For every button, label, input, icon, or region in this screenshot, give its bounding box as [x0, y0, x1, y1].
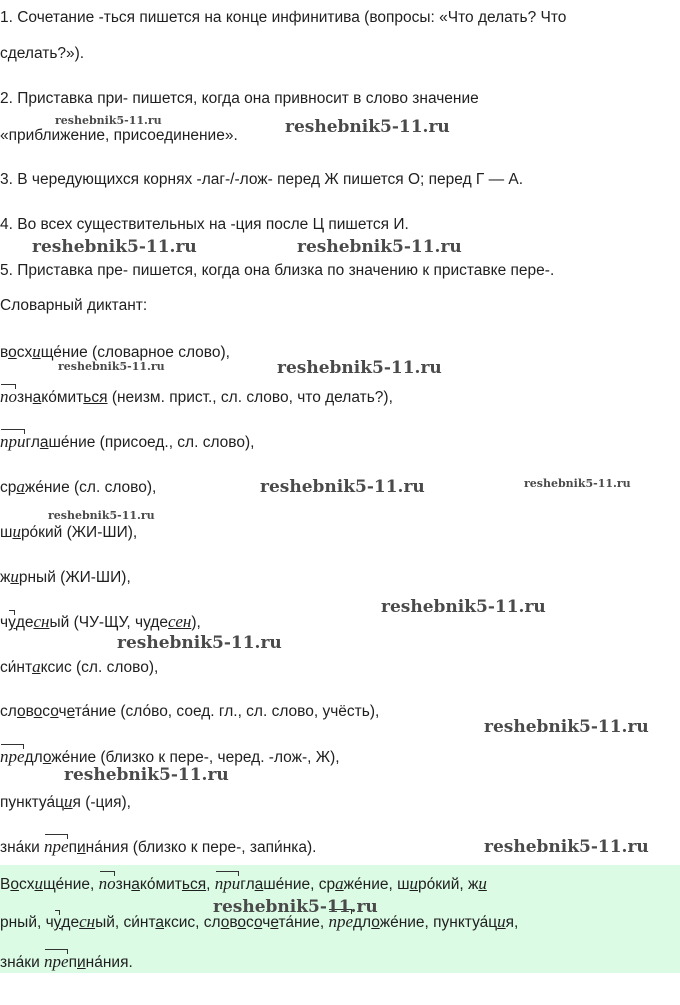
text-segment: ще́ние (словарное слово), — [40, 344, 230, 361]
spelling-mark: е — [270, 914, 279, 931]
text-segment: дл — [24, 749, 43, 766]
watermark: reshebnik5-11.ru — [58, 360, 165, 373]
rule-5: 5. Приставка пре- пишется, когда она близка по значению к приставке пере-. — [0, 262, 555, 279]
text-segment: та́ние (сло́во, соед. гл., сл. слово, учёсть), — [74, 703, 380, 720]
watermark: reshebnik5-11.ru — [381, 597, 546, 617]
watermark: reshebnik5-11.ru — [64, 765, 229, 785]
watermark: reshebnik5-11.ru — [285, 117, 450, 137]
text-segment: (неизм. прист., сл. слово, что делать?), — [107, 389, 393, 406]
text-segment: с — [42, 703, 51, 720]
rule-2-line-2: «приближение, присоединение». — [0, 127, 238, 144]
rule-4: 4. Во всех существительных на -ция после Ц пишется И. — [0, 216, 409, 233]
prefix-segment: у — [8, 614, 16, 631]
text-segment: сх — [18, 876, 35, 893]
dictation-heading: Словарный диктант: — [0, 297, 148, 314]
rule-2-line-1: 2. Приставка при- пишется, когда она привносит в слово значение — [0, 90, 479, 107]
spelling-mark: о — [8, 344, 17, 361]
text-segment: же́ние, ш — [343, 876, 410, 893]
watermark: reshebnik5-11.ru — [117, 633, 282, 653]
spelling-mark: а — [39, 434, 49, 451]
text-segment: ще́ние, — [42, 876, 99, 893]
text-segment: ш — [0, 524, 13, 541]
spelling-mark: и — [77, 954, 86, 971]
prefix-segment: пре — [44, 952, 69, 971]
text-segment: де — [15, 614, 34, 631]
spelling-mark: сен — [168, 612, 192, 631]
answer-line — [0, 952, 133, 973]
text-segment: зна́ки — [0, 954, 45, 971]
text-segment: рный, ч — [0, 914, 54, 931]
watermark: reshebnik5-11.ru — [484, 717, 649, 737]
watermark: reshebnik5-11.ru — [48, 509, 155, 522]
text-segment: ксис (сл. слово), — [40, 659, 159, 676]
spelling-mark: и — [10, 567, 19, 586]
spelling-mark: сн — [33, 612, 50, 631]
watermark: reshebnik5-11.ru — [260, 477, 425, 497]
spelling-mark: а — [155, 914, 165, 931]
spelling-mark: а — [32, 657, 41, 676]
dictation-line — [0, 387, 393, 408]
text-segment: ше́ние (присоед., сл. слово), — [48, 434, 255, 451]
text-segment: ро́кий (ЖИ-ШИ), — [20, 524, 138, 541]
text-segment: гл — [240, 876, 255, 893]
text-segment: же́ние, пунктуа́ц — [379, 914, 498, 931]
text-segment: же́ние (близко к пере-, черед. -лож-, Ж), — [51, 749, 340, 766]
text-segment: на́ния. — [85, 954, 133, 971]
spelling-mark: а — [335, 874, 344, 893]
text-segment: ж — [0, 569, 11, 586]
text-segment: ), — [191, 614, 201, 631]
spelling-mark: о — [220, 914, 230, 931]
text-segment: пунктуа́ц — [0, 794, 65, 811]
prefix-segment: пре — [0, 747, 25, 766]
text-segment: ый, си́нт — [95, 914, 156, 931]
text-segment: п — [68, 954, 77, 971]
text-segment: ч — [0, 614, 9, 631]
text-segment: я (-ция), — [72, 794, 131, 811]
text-segment: ше́ние, ср — [263, 876, 336, 893]
text-segment: гл — [25, 434, 40, 451]
dictation-line — [0, 657, 158, 678]
spelling-mark: о — [237, 914, 247, 931]
text-segment: дл — [352, 914, 372, 931]
spelling-mark: а — [32, 389, 42, 406]
spelling-mark: о — [253, 914, 263, 931]
spelling-mark: и — [12, 522, 21, 541]
text-segment: , — [206, 876, 215, 893]
spelling-mark: о — [33, 703, 43, 720]
spelling-mark: о — [371, 914, 380, 931]
watermark: reshebnik5-11.ru — [32, 237, 197, 257]
rule-1-line-1: 1. Сочетание -ться пишется на конце инфинитива (вопросы: «Что делать? Что — [0, 9, 567, 26]
spelling-mark: и — [497, 912, 506, 931]
text-segment: на́ния (близко к пере-, запи́нка). — [85, 839, 317, 856]
text-segment: с — [246, 914, 254, 931]
spelling-mark: а — [16, 477, 25, 496]
text-segment: зна́ки — [0, 839, 45, 856]
spelling-mark: и — [478, 874, 487, 893]
watermark: reshebnik5-11.ru — [297, 237, 462, 257]
spelling-mark: ься — [181, 876, 207, 893]
text-segment: ср — [0, 479, 17, 496]
text-segment: же́ние (сл. слово), — [24, 479, 157, 496]
text-segment: в — [0, 344, 9, 361]
text-segment: я, — [505, 914, 519, 931]
spelling-mark: о — [16, 703, 26, 720]
spelling-mark: о — [42, 749, 52, 766]
text-segment: ко́мит — [139, 876, 182, 893]
text-segment: та́ние, — [278, 914, 329, 931]
dictation-line — [0, 792, 131, 813]
rule-1-line-2: сделать?»). — [0, 45, 85, 62]
rule-3: 3. В чередующихся корнях -лаг-/-лож- перед Ж пишется О; перед Г — А. — [0, 171, 524, 188]
text-segment: ксис, сл — [164, 914, 221, 931]
dictation-line — [0, 522, 137, 543]
spelling-mark: а — [254, 876, 264, 893]
text-segment: си́нт — [0, 659, 33, 676]
text-segment: ко́мит — [41, 389, 84, 406]
prefix-segment: по — [98, 874, 116, 893]
text-segment: в — [25, 703, 34, 720]
text-segment: рный (ЖИ-ШИ), — [18, 569, 131, 586]
text-segment: зн — [17, 389, 33, 406]
spelling-mark: и — [409, 874, 419, 893]
text-segment: в — [229, 914, 238, 931]
spelling-mark: и — [64, 792, 73, 811]
dictation-line — [0, 477, 156, 498]
prefix-segment: при — [214, 874, 241, 893]
spelling-mark: и — [32, 342, 41, 361]
watermark: reshebnik5-11.ru — [524, 477, 631, 490]
text-segment: В — [0, 876, 11, 893]
prefix-segment: пре — [328, 912, 353, 931]
spelling-mark: е — [66, 703, 75, 720]
watermark: reshebnik5-11.ru — [277, 358, 442, 378]
answer-line — [0, 874, 487, 895]
prefix-segment: у — [53, 914, 62, 931]
text-segment: сл — [0, 703, 17, 720]
text-segment: сх — [16, 344, 33, 361]
spelling-mark: и — [77, 839, 86, 856]
watermark: reshebnik5-11.ru — [55, 114, 162, 127]
dictation-line — [0, 837, 316, 858]
text-segment: ро́кий, ж — [418, 876, 479, 893]
text-segment: зн — [115, 876, 132, 893]
dictation-line — [0, 567, 131, 588]
prefix-segment: при — [0, 432, 26, 451]
prefix-segment: по — [0, 387, 17, 406]
dictation-line — [0, 432, 254, 453]
watermark: reshebnik5-11.ru — [213, 897, 378, 917]
spelling-mark: ься — [83, 389, 108, 406]
text-segment: п — [68, 839, 77, 856]
text-segment: ый (ЧУ-ЩУ, чуде — [49, 614, 168, 631]
watermark: reshebnik5-11.ru — [484, 837, 649, 857]
dictation-line — [0, 702, 379, 722]
text-segment: ч — [262, 914, 271, 931]
spelling-mark: сн — [79, 912, 96, 931]
spelling-mark: о — [10, 876, 19, 893]
text-segment: де — [61, 914, 80, 931]
spelling-mark: и — [34, 874, 43, 893]
spelling-mark: а — [131, 876, 140, 893]
dictation-line — [0, 612, 201, 633]
prefix-segment: пре — [44, 837, 69, 856]
text-segment: ч — [58, 703, 67, 720]
spelling-mark: о — [50, 703, 59, 720]
